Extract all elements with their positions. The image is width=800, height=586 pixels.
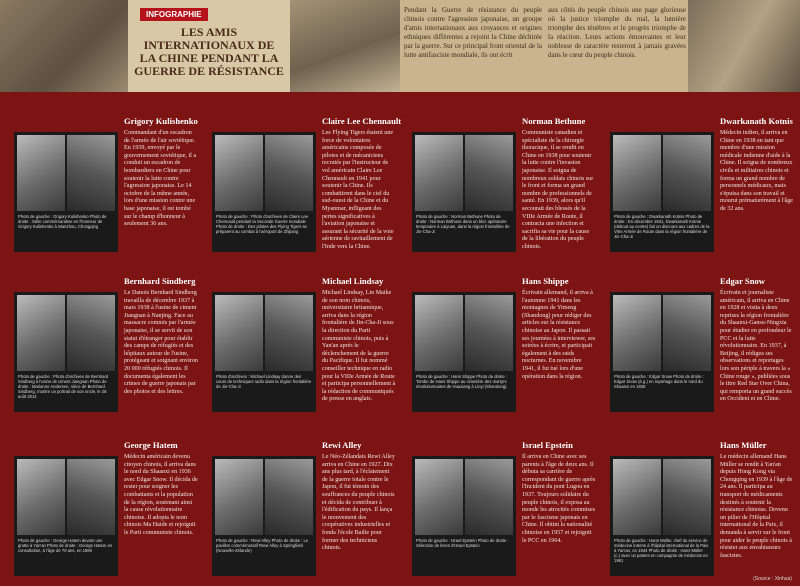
header-photo-soldiers	[0, 0, 128, 92]
person-name: Edgar Snow	[720, 276, 765, 286]
photo-caption: Photo de gauche : Edgar Snow Photo de droite : Edgar Snow (à g.) en reportage dans le nord du Shaanxi en 1936	[614, 374, 704, 389]
person-name: Bernhard Sindberg	[124, 276, 196, 286]
source-credit: (Source : Xinhua)	[753, 576, 792, 582]
portrait-photo	[613, 135, 661, 211]
photo-frame	[610, 456, 714, 576]
person-name: Grigory Kulishenko	[124, 116, 198, 126]
portrait-photo	[613, 295, 661, 371]
photo-frame	[212, 132, 316, 252]
person-bio: Commandant d'un escadron de l'armée de l'air soviétique. En 1939, envoyé par le gouvernement soviétique, il a conduit un escadron de bombardiers en Chine pour soutenir la lutte contre l'agression japonaise. Le 14 octobre de la même année, lors d'une mission contre une base japonaise, il est tombé sur le champ d'honneur à seulement 36 ans.	[124, 130, 197, 228]
person-card	[402, 110, 602, 260]
photo-frame	[610, 292, 714, 412]
portrait-photo	[17, 295, 65, 371]
person-name: George Hatem	[124, 440, 178, 450]
infographie-tag: INFOGRAPHIE	[140, 8, 208, 21]
photo-caption: Photo de gauche : Photo d'archives de Claire Lee Chennault pendant la Seconde Guerre mondiale Photo de droite : Des pilotes des Flying Tigers se préparent au combat à l'aéroport de Zhijiang	[216, 214, 309, 234]
intro-text-left: Pendant la Guerre de résistance du peuple chinois contre l'agression japonaise, un groupe d'amis internationaux aux croyances et origines ethniques différentes a rejoint la Chine déchirée par la guerre. Sur ce principal front oriental de la lutte antifasciste mondiale, ils ont écrit	[404, 6, 542, 59]
archive-photo	[67, 135, 115, 211]
photo-caption: Photo de gauche : Norman Bethune Photo de droite : Norman Bethune dans un bloc opératoire temporaire à Laiyuan, dans la région frontalière de Jin-Cha-Ji	[416, 214, 510, 234]
photo-frame	[212, 456, 316, 576]
portrait-photo	[613, 459, 661, 535]
archive-photo	[67, 459, 115, 535]
person-name: Norman Bethune	[522, 116, 586, 126]
person-card	[600, 434, 800, 584]
header-banner	[0, 0, 800, 92]
person-bio: Écrivain et journaliste américain, il arriva en Chine en 1928 et visita à deux reprises la région frontalière du Shaanxi-Gansu-Ningxia pour étudier en profondeur le PCC et la lutte révolutionnaire. En 1937, à Beijing, il rédigea ses observations et reportages lors son périple à travers la « Chine rouge », publiées sous le titre Red Star Over China, qui remporta un grand succès en Occident et en Chine.	[720, 290, 792, 403]
archive-photo	[67, 295, 115, 371]
archive-photo	[465, 459, 513, 535]
portrait-photo	[17, 135, 65, 211]
person-bio: Médecin américain devenu citoyen chinois, il arriva dans le nord du Shaanxi en 1936 avec Edgar Snow. Il décida de rester pour soigner les combattants et la population de la région, soutenant ainsi la cause révolutionnaire chinoise. Il adopta le nom chinois Ma Haide et rejoignit le Parti communiste chinois.	[124, 454, 198, 536]
person-card	[4, 434, 204, 584]
photo-frame	[14, 292, 118, 412]
person-bio: Le médecin allemand Hans Müller se rendit à Yan'an depuis Hong Kong via Chongqing en 1939 à l'âge de 24 ans. Il participa au transport de médicaments destinés à soutenir la résistance chinoise. Devenu un pilier de l'Hôpital international de la Paix, il demanda à servir sur le front pour aider le peuple chinois à résister aux envahisseurs fascistes.	[720, 454, 793, 559]
archive-photo	[663, 459, 711, 535]
intro-text-right: aux côtés du peuple chinois une page glorieuse où la justice triomphe du mal, la lumière triomphe des ténèbres et le progrès triomphe de la réaction. Leurs actions émouvantes et leur noblesse de caractère resteront à jamais gravées dans le cœur du peuple chinois.	[548, 6, 686, 59]
photo-frame	[212, 292, 316, 412]
person-card	[202, 110, 402, 260]
person-card	[402, 434, 602, 584]
photo-frame	[412, 292, 516, 412]
photo-frame	[412, 132, 516, 252]
person-bio: Il arriva en Chine avec ses parents à l'âge de deux ans. Il débuta sa carrière de correspondant de guerre après l'Incident du pont Lugou en 1937. Toujours solidaire du peuple chinois, il exposa au monde les atrocités commises par le fascisme japonais en Chine. Il obtint la nationalité chinoise en 1957 et rejoignit le PCC en 1964.	[522, 454, 596, 544]
archive-photo	[265, 295, 313, 371]
person-bio: Michael Lindsay, Lin Maike de son nom chinois, universitaire britannique, arriva dans la région frontalière de Jin-Cha-Ji sous la direction du Parti communiste chinois, puis à Yan'an après le déclenchement de la guerre du Pacifique. Il fut nommé conseiller technique en radio pour la VIIIe Armée de Route et participa personnellement à la rédaction de communiqués de presse en anglais.	[322, 290, 396, 403]
person-card	[202, 270, 402, 420]
photo-frame	[610, 132, 714, 252]
archive-photo	[663, 295, 711, 371]
person-bio: Écrivain allemand, il arriva à l'automne 1941 dans les montagnes de Yimeng (Shandong) pour rédiger des articles sur la résistance chinoise au Japon. Il passait ses journées à interviewer, ses soirées à écrire, et participait également à des raids nocturnes. En novembre 1941, il fut tué lors d'une opération dans la région.	[522, 290, 596, 380]
person-name: Israel Epstein	[522, 440, 573, 450]
person-card	[4, 270, 204, 420]
person-name: Dwarkanath Kotnis	[720, 116, 793, 126]
photo-frame	[412, 456, 516, 576]
person-bio: Les Flying Tigers étaient une force de volontaires américains composée de pilotes et de mécaniciens recrutés par l'instructeur de vol américain Claire Lee Chennault en 1941 pour soutenir la Chine. Ils combattirent dans le ciel du sud-ouest de la Chine et du Myanmar, infligeant des pertes significatives à l'aviation japonaise et assurant la sécurité de la voie aérienne de ravitaillement de l'Inde vers la Chine.	[322, 130, 394, 250]
archive-photo	[265, 459, 313, 535]
person-card	[202, 434, 402, 584]
photo-caption: Photo de gauche : Dwarkanath Kotnis Photo de droite : En décembre 1941, Dwarkanath Kotnis (debout au centre) fait un discours aux cadres de la VIIIe Armée de Route dans la région frontalière de Jin-Cha-Ji	[614, 214, 710, 239]
portrait-photo	[215, 459, 263, 535]
photo-caption: Photo de gauche : Photo d'archives de Bernhard Sindberg à l'usine de ciment Jiangnan Photo de droite : Marianne Andersen, nièce de Bernhard Sindberg, montre un portrait de son oncle, le 28 août 2014	[18, 374, 109, 399]
photo-caption: Photo de gauche : Rewi Alley Photo de droite : Le pavillon commémoratif Rewi Alley à Springfield (Nouvelle-Zélande)	[216, 538, 309, 553]
photo-caption: Photo de gauche : Hans Shippe Photo de droite : Tombe de Hans Shippe au cimetière des martyrs révolutionnaires de Huaxiang à Linyi (Shandong)	[416, 374, 508, 389]
portrait-photo	[215, 295, 263, 371]
photo-caption: Photo de gauche : Israel Epstein Photo de droite : Sélection de livres d'Israel Epstein	[416, 538, 509, 548]
photo-caption: Photo de gauche : George Hatem devant une grotte à Yan'an Photo de droite : George Hatem en consultation, à l'âge de 70 ans, en 1980	[18, 538, 113, 553]
archive-photo	[663, 135, 711, 211]
photo-caption: Photo de gauche : Hans Müller, chef du service de médecine interne à l'hôpital international de la Paix à Yan'an, en 1944 Photo de droite : Hans Müller (c.) avec un patient en compagnie de médecins en 1961	[614, 538, 709, 563]
portrait-photo	[415, 135, 463, 211]
person-card	[4, 110, 204, 260]
page-title: LES AMIS INTERNATIONAUX DE LA CHINE PENDANT LA GUERRE DE RÉSISTANCE	[134, 25, 284, 78]
archive-photo	[265, 135, 313, 211]
archive-photo	[465, 295, 513, 371]
person-name: Michael Lindsay	[322, 276, 384, 286]
person-name: Claire Lee Chennault	[322, 116, 402, 126]
portrait-photo	[415, 459, 463, 535]
photo-caption: Photo d'archives : Michael Lindsay donne des cours de techniques radio dans la région frontalière de Jin-Cha-Ji	[216, 374, 312, 389]
person-bio: Le Danois Bernhard Sindberg travailla de décembre 1937 à mars 1938 à l'usine de ciment Jiangnan à Nanjing. Face au massacre commis par l'armée japonaise, il se servit de son statut d'étranger pour établir des camps de réfugiés et des hôpitaux autour de l'usine, protégeant et soignant environ 20 000 réfugiés chinois. Il documenta également les crimes de guerre japonais par des photos et des lettres.	[124, 290, 198, 395]
photo-caption: Photo de gauche : Grigory Kulishenko Photo de droite : Stèle commémorative en l'honneur de Grigory Kulishenko à Wanzhou, Chongqing	[18, 214, 107, 229]
header-photo-horses	[290, 0, 400, 92]
portrait-photo	[415, 295, 463, 371]
photo-frame	[14, 132, 118, 252]
portrait-photo	[215, 135, 263, 211]
person-name: Rewi Alley	[322, 440, 362, 450]
person-bio: Le Néo-Zélandais Rewi Alley arriva en Chine en 1927. Dix ans plus tard, à l'éclatement de la guerre totale contre le Japon, il fut témoin des souffrances du peuple chinois et décida de contribuer à l'édification du pays. Il lança le mouvement des coopératives industrielles et fonda l'école Bailie pour former des techniciens chinois.	[322, 454, 395, 552]
header-photo-troops	[688, 0, 800, 92]
archive-photo	[465, 135, 513, 211]
person-name: Hans Shippe	[522, 276, 569, 286]
person-name: Hans Müller	[720, 440, 767, 450]
person-card	[402, 270, 602, 420]
person-card	[600, 270, 800, 420]
photo-frame	[14, 456, 118, 576]
person-card	[600, 110, 800, 260]
portrait-photo	[17, 459, 65, 535]
person-bio: Communiste canadien et spécialiste de la chirurgie thoracique, il se rendit en Chine en 1938 pour soutenir la lutte contre l'invasion japonaise. Il soigna de nombreux soldats chinois sur le front et forma un grand nombre de professionnels de santé. En 1939, alors qu'il secourait des blessés de la VIIIe Armée de Route, il contracta une infection et sacrifia sa vie pour la cause de la libération du peuple chinois.	[522, 130, 594, 250]
person-bio: Médecin indien, il arriva en Chine en 1938 en tant que membre d'une mission médicale indienne d'aide à la Chine. Il soigna de nombreux civils et militaires chinois et forma un grand nombre de personnels médicaux, mais s'épuisa dans son travail et mourut prématurément à l'âge de 32 ans.	[720, 130, 794, 212]
